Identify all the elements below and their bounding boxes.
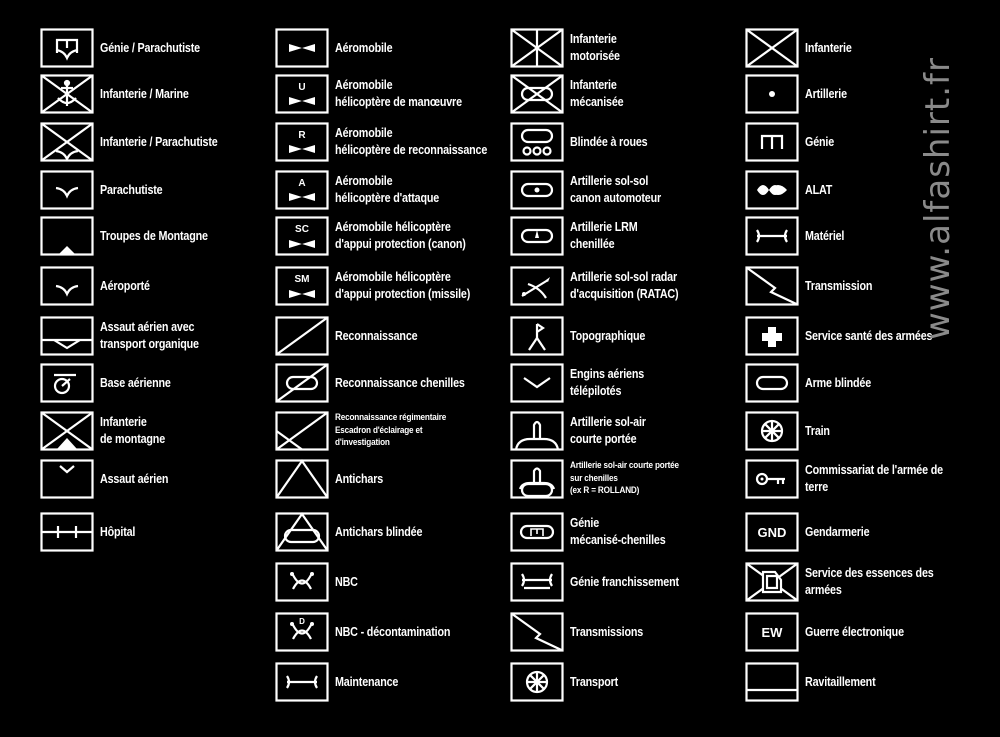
antichars-blindee-icon [275, 512, 329, 552]
symbol-label: Aéromobile hélicoptère d'attaque [335, 174, 440, 205]
nbc-decontamination-icon [275, 612, 329, 652]
symbol-entry [275, 562, 515, 606]
symbol-entry [745, 612, 985, 656]
symbol-entry [275, 122, 515, 166]
symbol-label: Artillerie sol-air courte portée sur chenilles (ex R = ROLLAND) [570, 459, 679, 497]
symbol-label: Génie / Parachutiste [100, 40, 200, 55]
watermark: www.alfashirt.fr [918, 57, 958, 340]
helicoptere-attaque-icon [275, 170, 329, 210]
infanterie-mecanisee-icon [510, 74, 564, 114]
maintenance-icon [275, 662, 329, 702]
topographique-icon [510, 316, 564, 356]
symbol-label: Train [805, 423, 830, 438]
symbol-label: Artillerie LRM chenillée [570, 220, 638, 251]
arme-blindee-icon [745, 363, 799, 403]
symbol-entry [510, 74, 750, 118]
symbol-label: Aéromobile hélicoptère de reconnaissance [335, 126, 488, 157]
symbol-label: Hôpital [100, 524, 136, 539]
svg-text:SM: SM [294, 274, 310, 285]
symbol-label: Aéroporté [100, 278, 150, 293]
symbol-label: Parachutiste [100, 182, 163, 197]
symbol-entry [510, 411, 750, 455]
symbol-entry [745, 459, 985, 503]
symbol-entry [275, 459, 515, 503]
nbc-icon [275, 562, 329, 602]
engins-teleplotes-icon [510, 363, 564, 403]
helicoptere-reconnaissance-icon [275, 122, 329, 162]
reconnaissance-chenilles-icon [275, 363, 329, 403]
symbol-label: Infanterie / Marine [100, 86, 189, 101]
symbol-entry [510, 459, 750, 503]
symbol-label: Service santé des armées [805, 328, 933, 343]
symbol-label: Génie franchissement [570, 574, 679, 589]
base-aerienne-icon [40, 363, 94, 403]
infanterie-motorisee-icon [510, 28, 564, 68]
hopital-icon [40, 512, 94, 552]
guerre-electronique-icon [745, 612, 799, 652]
svg-text:GND: GND [757, 525, 787, 540]
assaut-aerien-transport-icon [40, 316, 94, 356]
symbol-entry [510, 363, 750, 407]
symbol-label: Topographique [570, 328, 646, 343]
symbol-label: Aéromobile [335, 40, 393, 55]
symbol-entry [40, 74, 280, 118]
symbol-entry [40, 363, 280, 407]
symbol-entry [275, 662, 515, 706]
genie-parachutiste-icon [40, 28, 94, 68]
transmission-icon [745, 266, 799, 306]
symbol-label: Artillerie [805, 86, 847, 101]
symbol-label: Service des essences des armées [805, 566, 934, 597]
symbol-label: Infanterie [805, 40, 852, 55]
infanterie-parachutiste-icon [40, 122, 94, 162]
symbol-label: Transmissions [570, 624, 644, 639]
parachutiste-icon [40, 170, 94, 210]
symbol-label: Reconnaissance régimentaire Escadron d'éclairage et d'investigation [335, 411, 447, 449]
symbol-label: Troupes de Montagne [100, 228, 208, 243]
symbol-label: Infanterie motorisée [570, 32, 620, 63]
antichars-icon [275, 459, 329, 499]
symbol-label: ALAT [805, 182, 833, 197]
symbol-label: Assaut aérien [100, 471, 169, 486]
symbol-entry [510, 562, 750, 606]
infanterie-montagne-icon [40, 411, 94, 451]
symbol-entry [745, 562, 985, 606]
artillerie-sol-air-chenilles-icon [510, 459, 564, 499]
symbol-entry [275, 266, 515, 310]
symbol-entry [275, 411, 515, 455]
symbol-label: Base aérienne [100, 375, 171, 390]
symbol-entry [745, 363, 985, 407]
symbol-label: Engins aériens télépilotés [570, 367, 645, 398]
aeromobile-icon [275, 28, 329, 68]
symbol-entry [275, 74, 515, 118]
symbol-label: Aéromobile hélicoptère de manœuvre [335, 78, 462, 109]
symbol-label: Aéromobile hélicoptère d'appui protection (missile) [335, 270, 471, 301]
symbol-entry [510, 512, 750, 556]
symbol-label: NBC [335, 574, 358, 589]
symbol-label: Gendarmerie [805, 524, 870, 539]
symbol-entry [40, 216, 280, 260]
helicoptere-appui-missile-icon [275, 266, 329, 306]
artillerie-icon [745, 74, 799, 114]
symbol-label: Artillerie sol-sol radar d'acquisition (RATAC) [570, 270, 679, 301]
symbol-label: Reconnaissance chenilles [335, 375, 465, 390]
symbol-entry [40, 411, 280, 455]
symbol-entry [510, 28, 750, 72]
symbol-entry [745, 411, 985, 455]
symbol-label: Transport [570, 674, 619, 689]
genie-icon [745, 122, 799, 162]
symbol-entry [510, 662, 750, 706]
symbol-entry [40, 170, 280, 214]
symbol-label: Génie [805, 134, 835, 149]
symbol-label: Guerre électronique [805, 624, 904, 639]
symbol-entry [40, 28, 280, 72]
symbol-label: Infanterie / Parachutiste [100, 134, 218, 149]
symbol-entry [510, 266, 750, 310]
train-icon [745, 411, 799, 451]
symbol-label: Antichars blindée [335, 524, 423, 539]
aeroporte-icon [40, 266, 94, 306]
gendarmerie-icon [745, 512, 799, 552]
symbol-label: Blindée à roues [570, 134, 648, 149]
service-essences-icon [745, 562, 799, 602]
materiel-icon [745, 216, 799, 256]
artillerie-lrm-icon [510, 216, 564, 256]
helicoptere-appui-canon-icon [275, 216, 329, 256]
genie-mecanise-icon [510, 512, 564, 552]
artillerie-automoteur-icon [510, 170, 564, 210]
symbol-label: NBC - décontamination [335, 624, 451, 639]
svg-text:A: A [298, 178, 306, 189]
symbol-entry [510, 612, 750, 656]
service-sante-icon [745, 316, 799, 356]
artillerie-sol-air-icon [510, 411, 564, 451]
ravitaillement-icon [745, 662, 799, 702]
artillerie-radar-icon [510, 266, 564, 306]
infanterie-icon [745, 28, 799, 68]
symbol-entry [40, 316, 280, 360]
svg-text:EW: EW [761, 625, 783, 640]
symbol-entry [275, 216, 515, 260]
symbol-entry [510, 170, 750, 214]
symbol-label: Artillerie sol-sol canon automoteur [570, 174, 662, 205]
svg-text:R: R [298, 130, 306, 141]
symbol-label: Infanterie mécanisée [570, 78, 624, 109]
symbol-entry [275, 170, 515, 214]
symbol-label: Antichars [335, 471, 384, 486]
symbol-entry [275, 512, 515, 556]
troupes-montagne-icon [40, 216, 94, 256]
svg-text:D: D [299, 617, 305, 626]
svg-text:U: U [298, 82, 306, 93]
symbol-label: Reconnaissance [335, 328, 418, 343]
symbol-label: Assaut aérien avec transport organique [100, 320, 199, 351]
symbol-label: Artillerie sol-air courte portée [570, 415, 646, 446]
genie-franchissement-icon [510, 562, 564, 602]
symbol-entry [40, 459, 280, 503]
symbol-label: Matériel [805, 228, 845, 243]
symbol-label: Arme blindée [805, 375, 872, 390]
symbol-entry [275, 612, 515, 656]
symbol-entry [510, 216, 750, 260]
symbol-label: Aéromobile hélicoptère d'appui protection (canon) [335, 220, 466, 251]
symbol-entry [40, 266, 280, 310]
infanterie-marine-icon [40, 74, 94, 114]
assaut-aerien-icon [40, 459, 94, 499]
symbol-entry [40, 122, 280, 166]
reconnaissance-regimentaire-icon [275, 411, 329, 451]
svg-text:SC: SC [295, 224, 309, 235]
symbol-label: Commissariat de l'armée de terre [805, 463, 943, 494]
symbol-entry [745, 512, 985, 556]
symbol-entry [275, 363, 515, 407]
symbol-entry [510, 316, 750, 360]
helicoptere-manoeuvre-icon [275, 74, 329, 114]
symbol-entry [510, 122, 750, 166]
commissariat-icon [745, 459, 799, 499]
symbol-label: Maintenance [335, 674, 399, 689]
symbol-entry [40, 512, 280, 556]
transport-icon [510, 662, 564, 702]
alat-icon [745, 170, 799, 210]
reconnaissance-icon [275, 316, 329, 356]
symbol-label: Infanterie de montagne [100, 415, 166, 446]
symbol-label: Ravitaillement [805, 674, 876, 689]
transmissions-icon [510, 612, 564, 652]
symbol-entry [745, 662, 985, 706]
symbol-label: Transmission [805, 278, 873, 293]
symbol-entry [275, 28, 515, 72]
blindee-roues-icon [510, 122, 564, 162]
symbol-label: Génie mécanisé-chenilles [570, 516, 666, 547]
symbol-entry [275, 316, 515, 360]
